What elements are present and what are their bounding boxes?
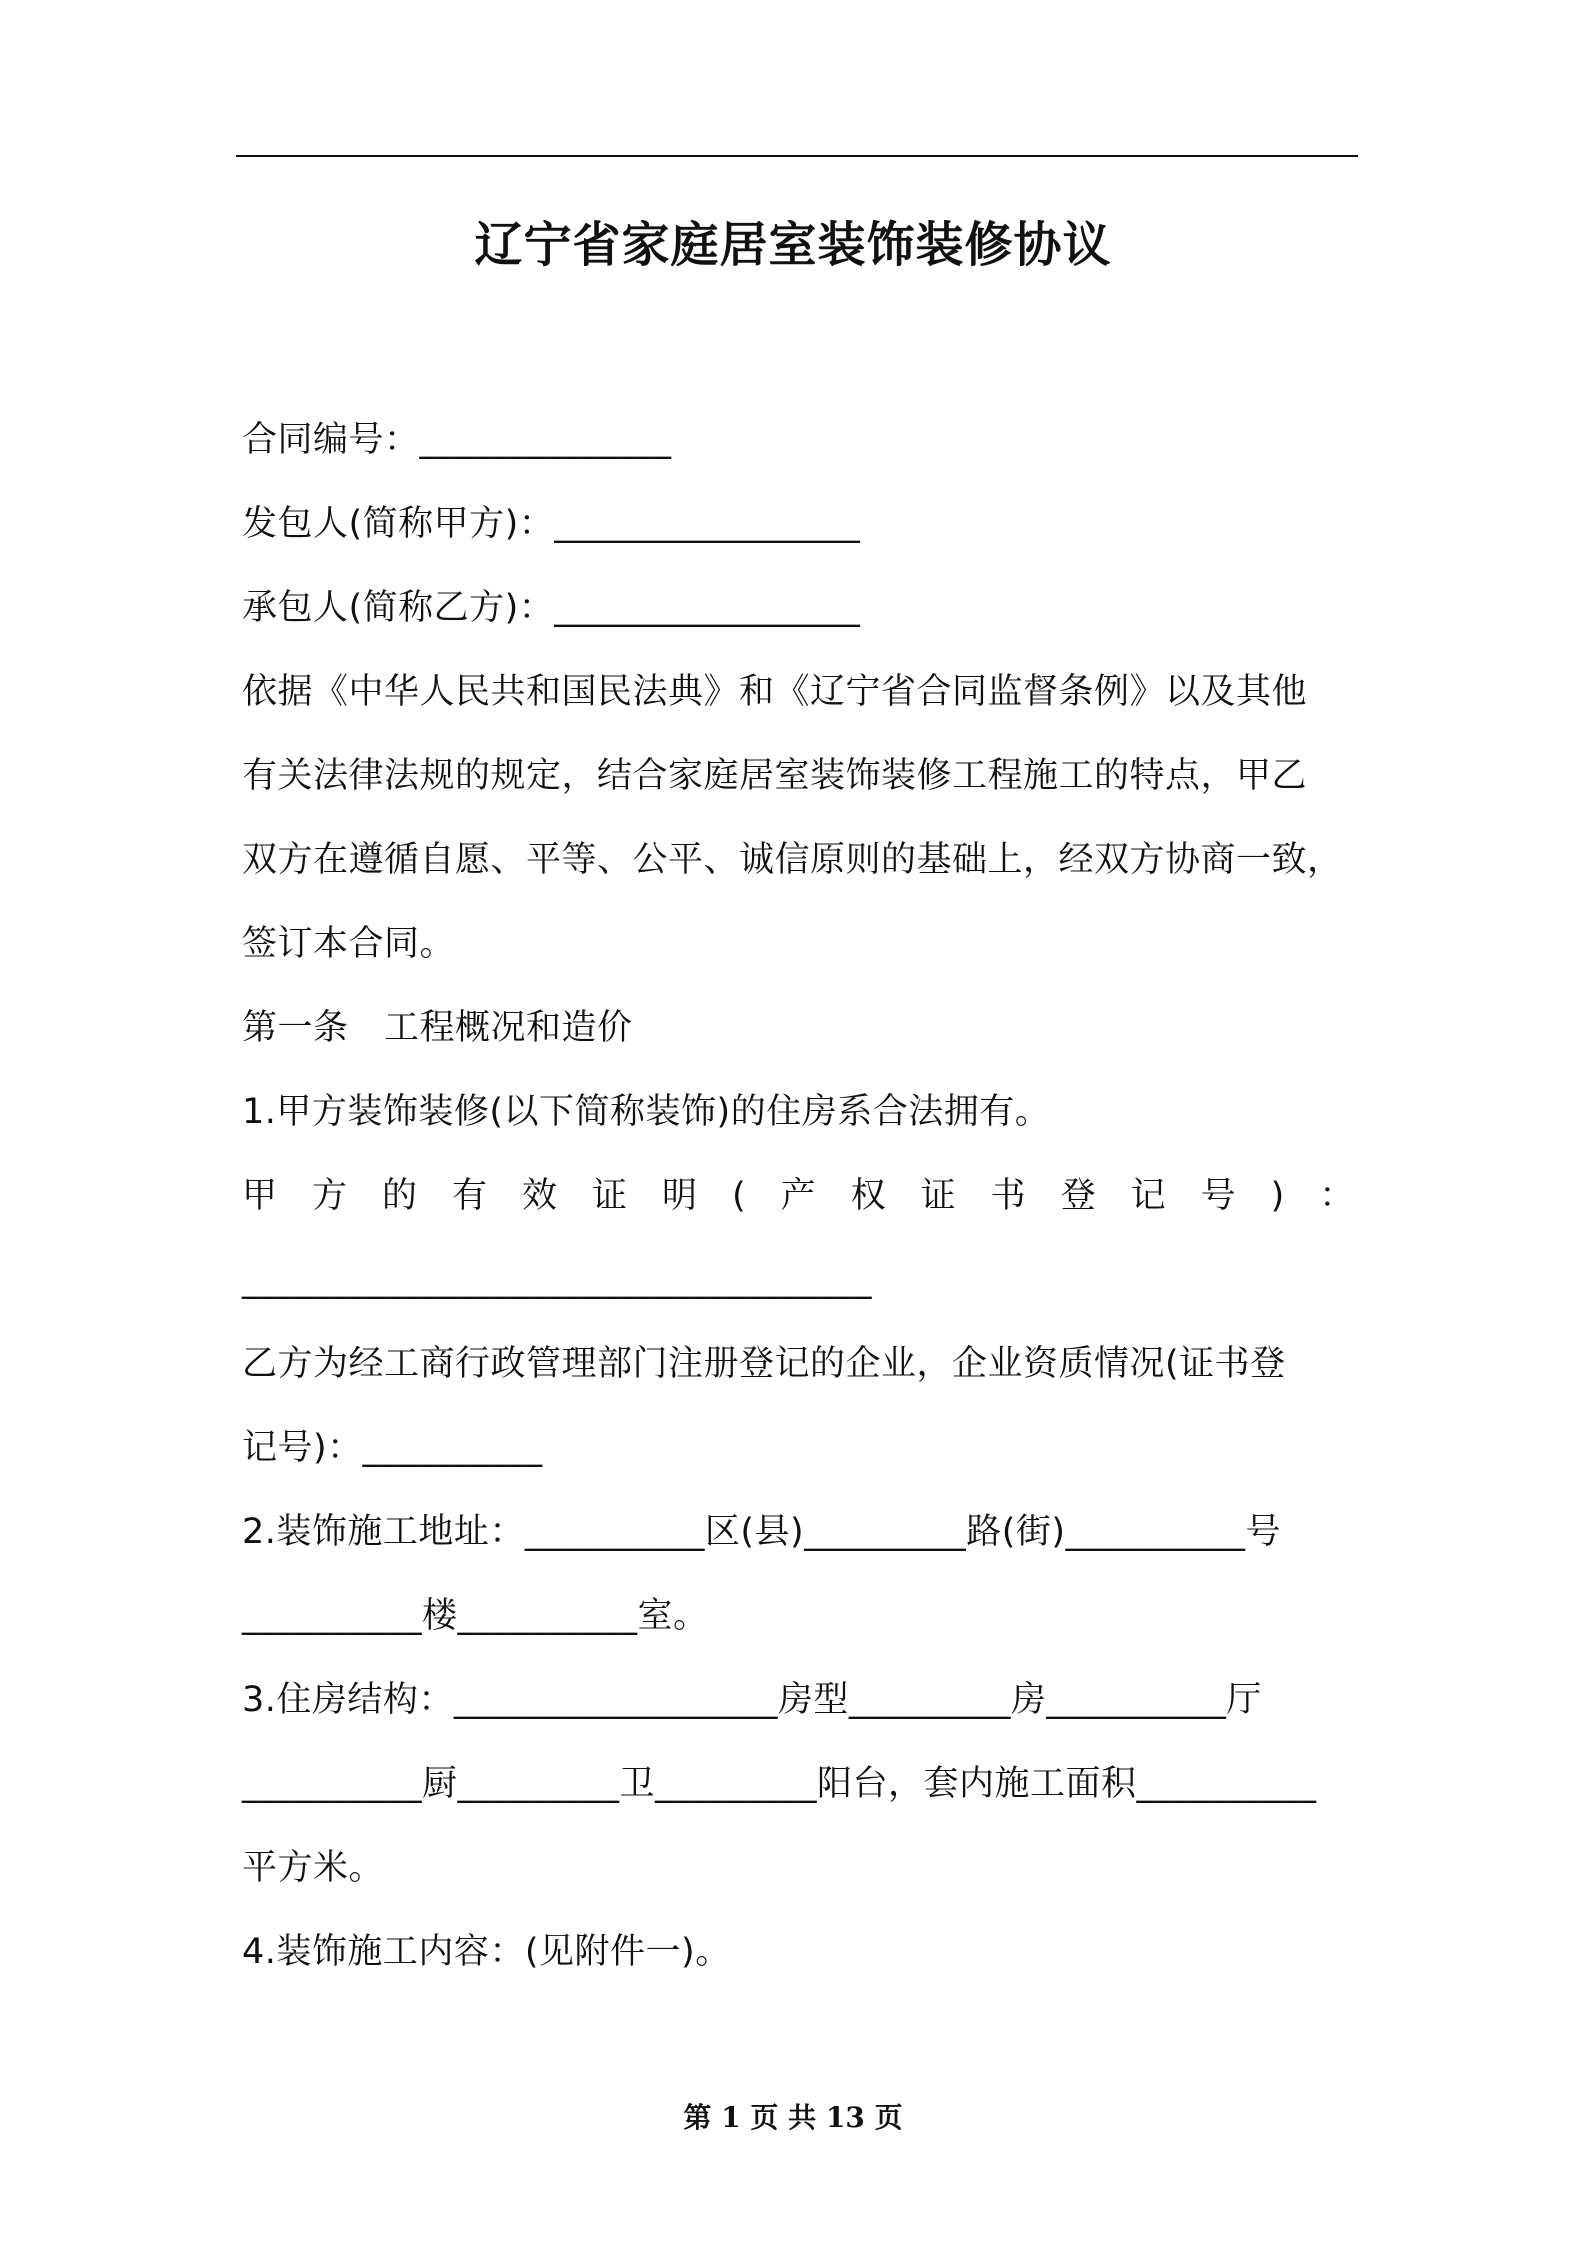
- party-a-line: 发包人(简称甲方)：_________________: [242, 504, 861, 544]
- structure-line-3: 平方米。: [242, 1848, 385, 1888]
- item-1-line: 1.甲方装饰装修(以下简称装饰)的住房系合法拥有。: [242, 1092, 1051, 1132]
- proof-line-char: 有: [452, 1176, 488, 1216]
- proof-line-char: 甲: [242, 1176, 278, 1216]
- structure-line-2: __________厨_________卫_________阳台，套内施工面积__________: [242, 1764, 1317, 1804]
- proof-line-char: 权: [850, 1176, 887, 1216]
- proof-line-char: 书: [990, 1176, 1027, 1216]
- address-line-1: 2.装饰施工地址：__________区(县)_________路(街)__________号: [242, 1512, 1282, 1552]
- document-title: 辽宁省家庭居室装饰装修协议: [474, 217, 1112, 273]
- preamble-line-1: 依据《中华人民共和国民法典》和《辽宁省合同监督条例》以及其他: [242, 672, 1308, 712]
- preamble-line-4: 签订本合同。: [242, 924, 456, 964]
- proof-line-char: 号: [1200, 1176, 1237, 1216]
- preamble-line-3: 双方在遵循自愿、平等、公平、诚信原则的基础上，经双方协商一致，: [242, 840, 1343, 880]
- preamble-line-2: 有关法律法规的规定，结合家庭居室装饰装修工程施工的特点，甲乙: [242, 756, 1308, 796]
- contract-number-line: 合同编号：______________: [242, 420, 672, 460]
- proof-blank-line: ___________________________________: [242, 1260, 872, 1300]
- party-b-line: 承包人(简称乙方)：_________________: [242, 588, 861, 628]
- content-line: 4.装饰施工内容：(见附件一)。: [242, 1932, 731, 1972]
- proof-line-char: 证: [592, 1176, 628, 1216]
- proof-line-char: 明: [662, 1176, 698, 1216]
- proof-line-char: (: [732, 1176, 747, 1216]
- structure-line-1: 3.住房结构：__________________房型_________房__________厅: [242, 1680, 1262, 1720]
- proof-line-char: 证: [920, 1176, 957, 1216]
- qualification-line-1: 乙方为经工商行政管理部门注册登记的企业，企业资质情况(证书登: [242, 1344, 1286, 1384]
- address-line-2: __________楼__________室。: [242, 1596, 709, 1636]
- page-number: 第 1 页 共 13 页: [683, 2101, 903, 2134]
- proof-line-char: 方: [312, 1176, 348, 1216]
- header-rule: [236, 155, 1358, 157]
- article-1-heading: 第一条 工程概况和造价: [242, 1008, 633, 1048]
- proof-line-char: ): [1270, 1176, 1285, 1216]
- proof-line: [242, 1172, 1355, 1220]
- proof-line-char: 效: [522, 1176, 558, 1216]
- proof-line-char: 记: [1130, 1176, 1167, 1216]
- proof-line-char: 登: [1060, 1176, 1097, 1216]
- proof-line-char: 的: [382, 1176, 418, 1216]
- qualification-line-2: 记号)：__________: [242, 1428, 543, 1468]
- proof-line-char: 产: [780, 1176, 817, 1216]
- proof-line-char: ：: [1319, 1176, 1355, 1216]
